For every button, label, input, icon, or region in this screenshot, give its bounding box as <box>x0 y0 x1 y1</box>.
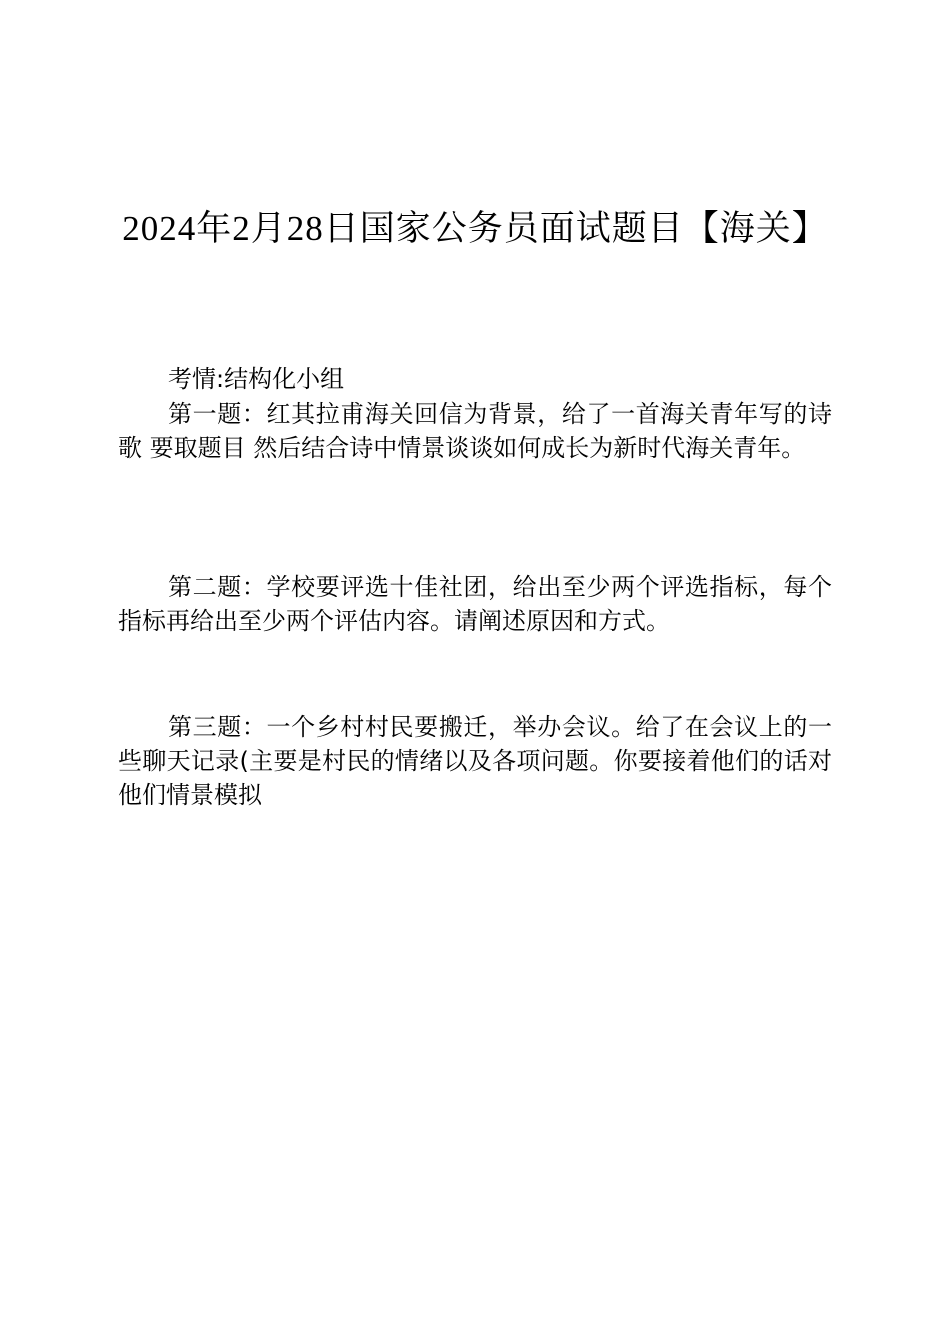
question-1: 第一题：红其拉甫海关回信为背景，给了一首海关青年写的诗歌 要取题目 然后结合诗中情景谈谈如何成长为新时代海关青年。 <box>118 400 832 462</box>
exam-info: 考情:结构化小组 <box>168 365 345 393</box>
document-title: 2024年2月28日国家公务员面试题目【海关】 <box>122 209 828 248</box>
question-3: 第三题：一个乡村村民要搬迁，举办会议。给了在会议上的一些聊天记录(主要是村民的情绪以及各项问题。你要接着他们的话对他们情景模拟 <box>118 713 832 809</box>
question-2: 第二题：学校要评选十佳社团，给出至少两个评选指标，每个指标再给出至少两个评估内容。请阐述原因和方式。 <box>118 573 832 635</box>
